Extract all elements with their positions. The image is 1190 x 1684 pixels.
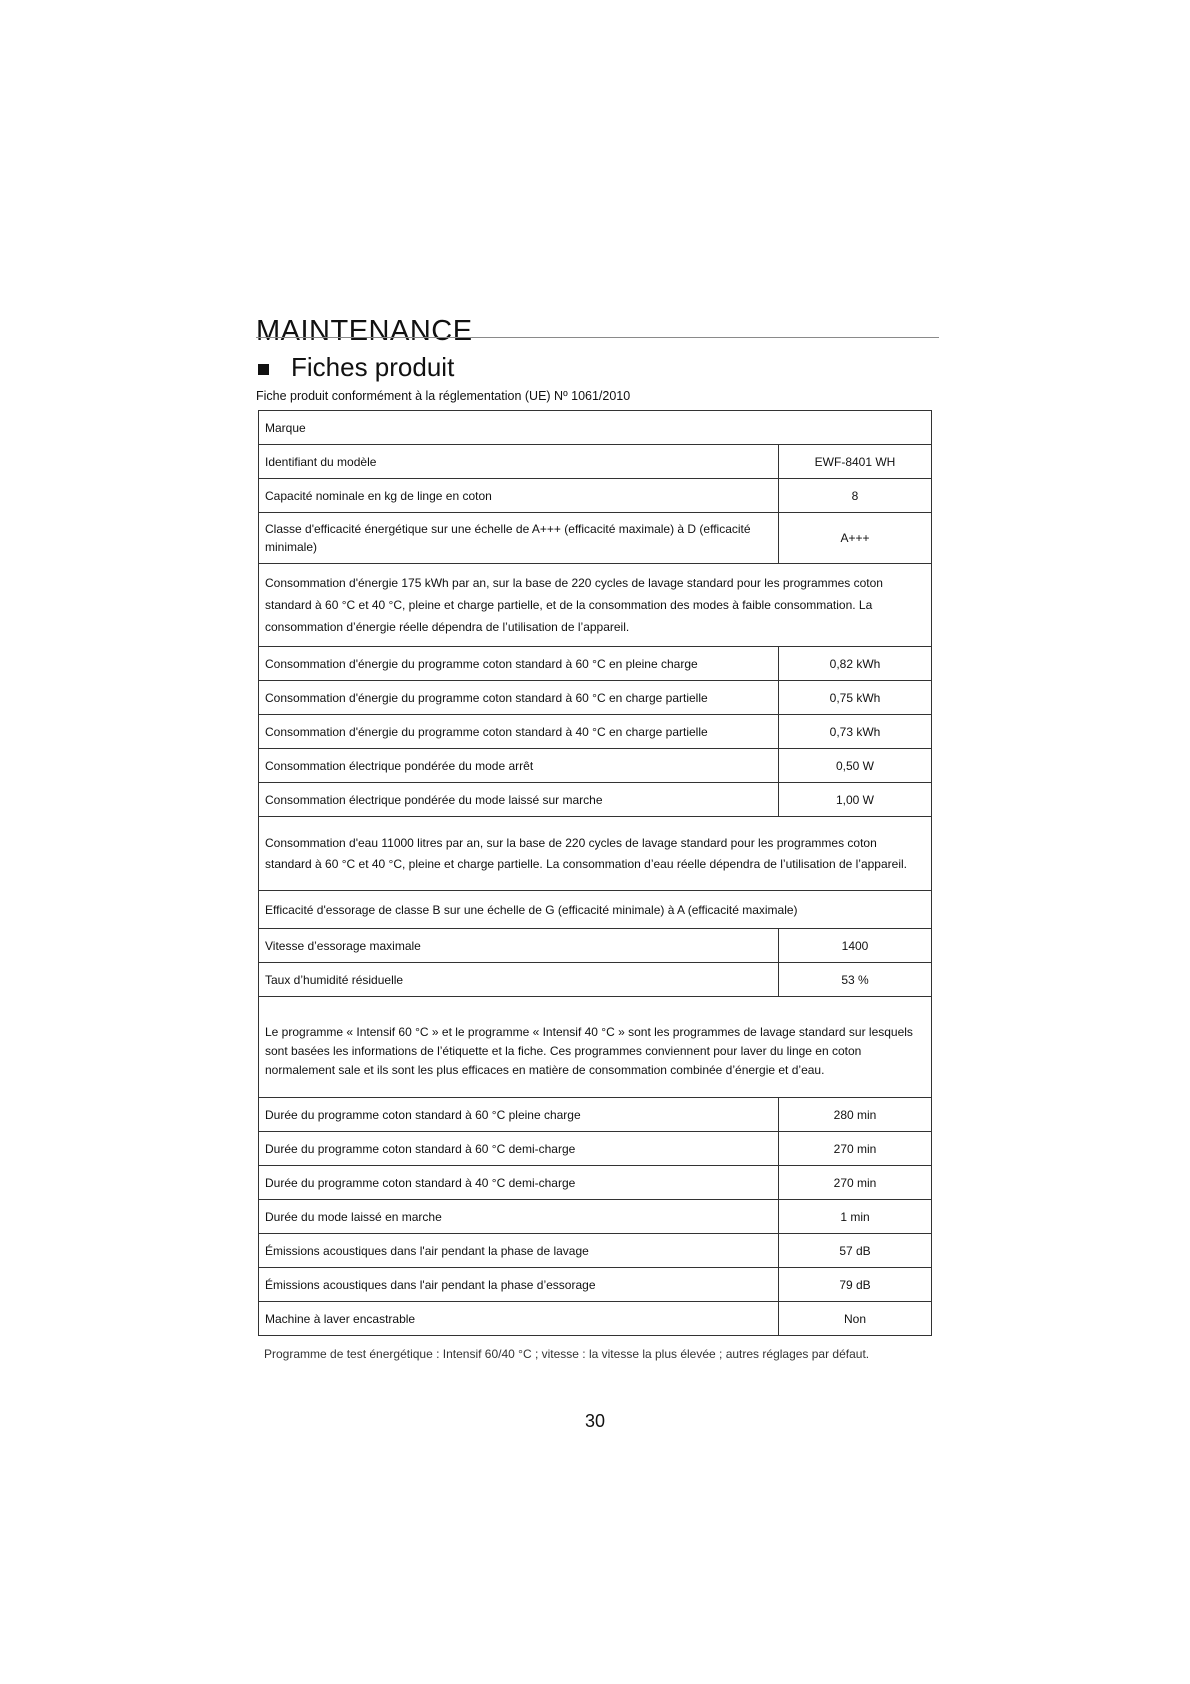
title-divider (256, 337, 939, 338)
row-label-noise-spin: Émissions acoustiques dans l'air pendant la phase d’essorage (259, 1268, 779, 1302)
row-label-capacity: Capacité nominale en kg de linge en coton (259, 479, 779, 513)
row-label-duration-40-half: Durée du programme coton standard à 40 °C demi-charge (259, 1166, 779, 1200)
table-row (259, 891, 932, 929)
table-row (259, 1302, 932, 1336)
row-label-noise-wash: Émissions acoustiques dans l'air pendant la phase de lavage (259, 1234, 779, 1268)
table-row (259, 963, 932, 997)
row-label-energy-class: Classe d'efficacité énergétique sur une échelle de A+++ (efficacité maximale) à D (efficacité minimale) (259, 513, 779, 564)
row-value-capacity: 8 (779, 479, 932, 513)
table-row (259, 1234, 932, 1268)
row-value-model-id: EWF-8401 WH (779, 445, 932, 479)
row-label-energy-40-partial: Consommation d'énergie du programme coton standard à 40 °C en charge partielle (259, 715, 779, 749)
table-row (259, 715, 932, 749)
row-text-annual-energy: Consommation d'énergie 175 kWh par an, sur la base de 220 cycles de lavage standard pour les programmes coton standard à 60 °C et 40 °C, pleine et charge partielle, et de la consommation des modes à faible consommation. La consommation d’énergie réelle dépendra de l’utilisation de l’appareil. (259, 564, 932, 647)
table-row (259, 1268, 932, 1302)
row-value-energy-40-partial: 0,73 kWh (779, 715, 932, 749)
table-row (259, 997, 932, 1098)
table-row (259, 1132, 932, 1166)
row-value-energy-60-full: 0,82 kWh (779, 647, 932, 681)
row-value-residual-moisture: 53 % (779, 963, 932, 997)
row-value-energy-class: A+++ (779, 513, 932, 564)
table-row (259, 564, 932, 647)
row-label-left-on-duration: Durée du mode laissé en marche (259, 1200, 779, 1234)
section-title: Fiches produit (291, 352, 455, 382)
row-value-duration-60-full: 280 min (779, 1098, 932, 1132)
row-value-energy-60-partial: 0,75 kWh (779, 681, 932, 715)
row-value-duration-40-half: 270 min (779, 1166, 932, 1200)
row-text-annual-water: Consommation d'eau 11000 litres par an, sur la base de 220 cycles de lavage standard pour les programmes coton standard à 60 °C et 40 °C, pleine et charge partielle. La consommation d’eau réelle dépendra de l’utilisation de l’appareil. (259, 817, 932, 891)
row-label-duration-60-half: Durée du programme coton standard à 60 °C demi-charge (259, 1132, 779, 1166)
page-number: 30 (584, 1411, 606, 1431)
row-label-model-id: Identifiant du modèle (259, 445, 779, 479)
row-label-duration-60-full: Durée du programme coton standard à 60 °C pleine charge (259, 1098, 779, 1132)
row-value-duration-60-half: 270 min (779, 1132, 932, 1166)
table-row (259, 681, 932, 715)
table-row (259, 1200, 932, 1234)
row-label-energy-60-full: Consommation d'énergie du programme coton standard à 60 °C en pleine charge (259, 647, 779, 681)
square-bullet-icon (258, 364, 269, 375)
table-row (259, 411, 932, 445)
table-row (259, 783, 932, 817)
table-row (259, 445, 932, 479)
row-value-left-on-duration: 1 min (779, 1200, 932, 1234)
row-value-built-in: Non (779, 1302, 932, 1336)
row-value-left-on-power: 1,00 W (779, 783, 932, 817)
table-row (259, 513, 932, 564)
test-programme-footnote: Programme de test énergétique : Intensif 60/40 °C ; vitesse : la vitesse la plus élevée ; autres réglages par défaut. (264, 1347, 870, 1361)
row-text-spin-class: Efficacité d'essorage de classe B sur une échelle de G (efficacité minimale) à A (efficacité maximale) (259, 891, 932, 929)
page-title: MAINTENANCE (256, 315, 473, 348)
row-label-brand: Marque (259, 411, 932, 445)
regulation-intro: Fiche produit conformément à la réglementation (UE) Nº 1061/2010 (256, 389, 631, 403)
table-row (259, 817, 932, 891)
table-row (259, 1166, 932, 1200)
row-value-noise-spin: 79 dB (779, 1268, 932, 1302)
section-heading (258, 352, 454, 383)
table-row (259, 479, 932, 513)
row-label-max-spin: Vitesse d’essorage maximale (259, 929, 779, 963)
row-label-left-on-power: Consommation électrique pondérée du mode laissé sur marche (259, 783, 779, 817)
row-label-built-in: Machine à laver encastrable (259, 1302, 779, 1336)
row-value-max-spin: 1400 (779, 929, 932, 963)
table-row (259, 749, 932, 783)
row-label-energy-60-partial: Consommation d'énergie du programme coton standard à 60 °C en charge partielle (259, 681, 779, 715)
table-row (259, 647, 932, 681)
table-row (259, 1098, 932, 1132)
row-label-off-mode-power: Consommation électrique pondérée du mode arrêt (259, 749, 779, 783)
row-value-off-mode-power: 0,50 W (779, 749, 932, 783)
product-fiche-table (258, 410, 932, 1336)
row-value-noise-wash: 57 dB (779, 1234, 932, 1268)
row-label-residual-moisture: Taux d’humidité résiduelle (259, 963, 779, 997)
table-row (259, 929, 932, 963)
row-text-standard-programmes: Le programme « Intensif 60 °C » et le programme « Intensif 40 °C » sont les programmes de lavage standard sur lesquels sont basées les informations de l’étiquette et la fiche. Ces programmes conviennent pour laver du linge en coton normalement sale et ils sont les plus efficaces en matière de consommation combinée d’énergie et d’eau. (259, 997, 932, 1098)
